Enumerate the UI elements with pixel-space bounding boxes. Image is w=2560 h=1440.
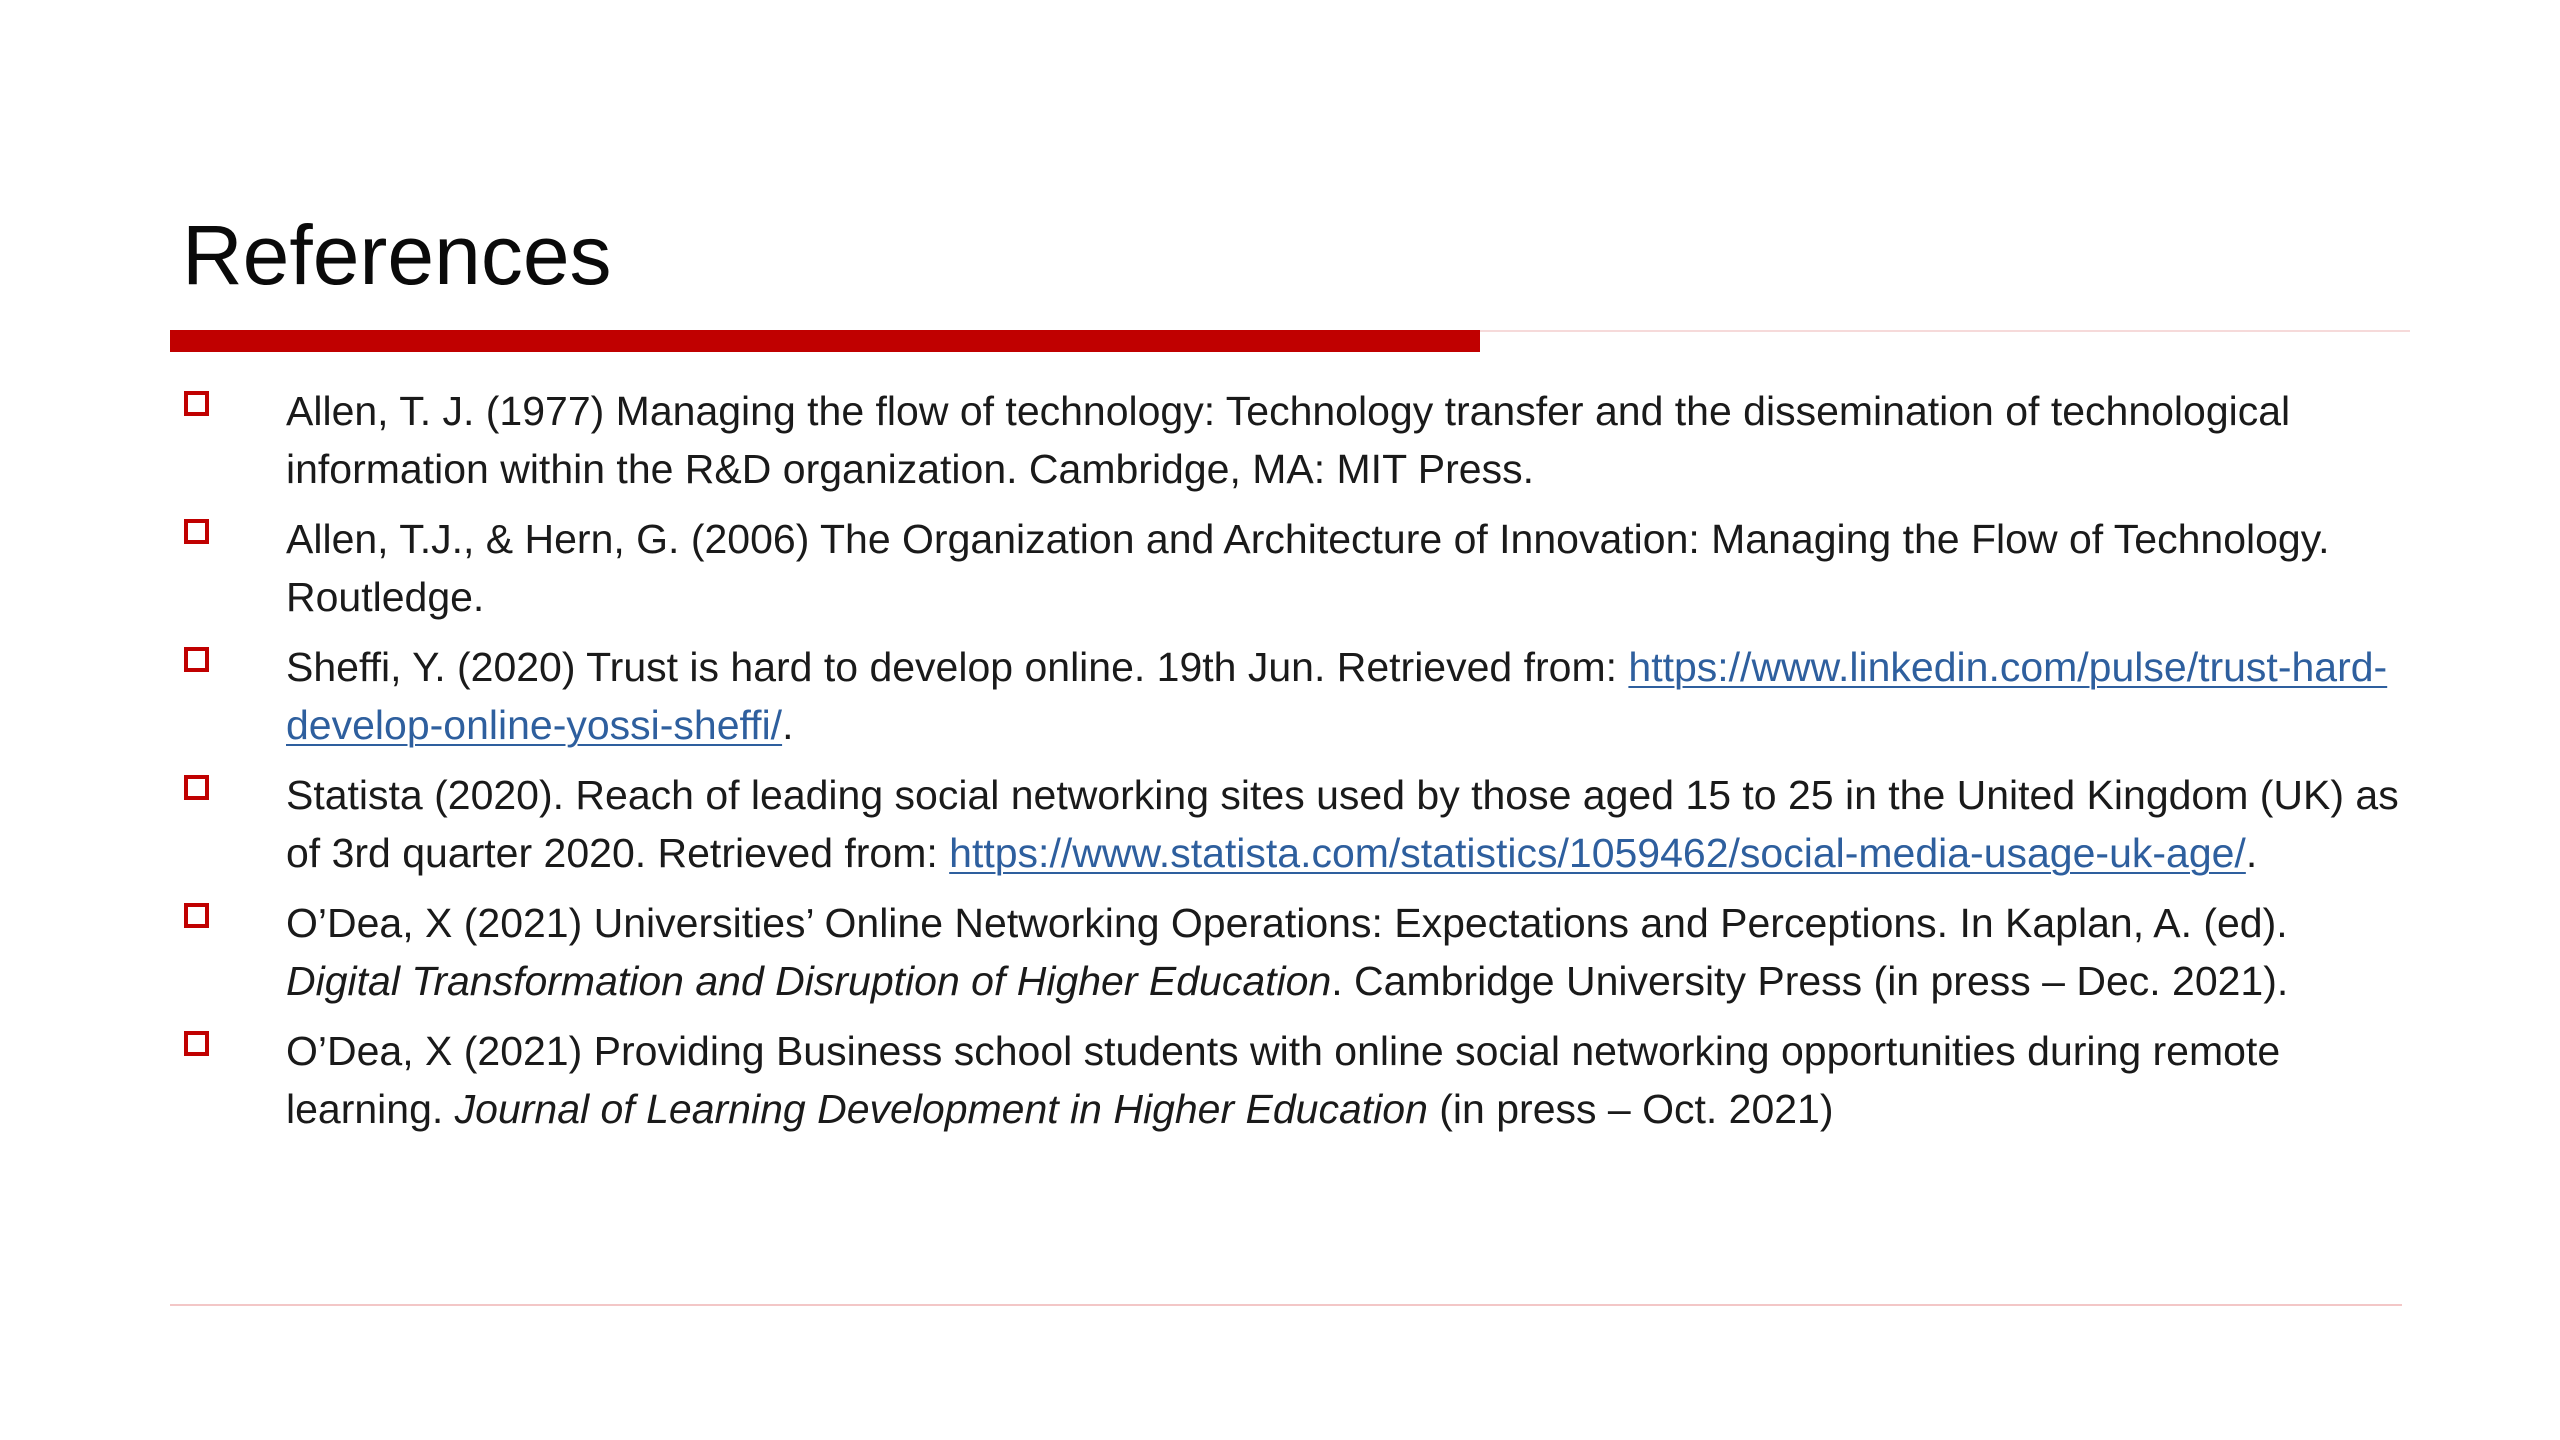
reference-text: Allen, T. J. (1977) Managing the flow of technology: Technology transfer and the dissemination of technological information within the R&D organization. Cambridge, MA: MIT Press.: [286, 388, 2291, 492]
reference-list: [182, 382, 2400, 1150]
reference-text-end: . Cambridge University Press (in press – Dec. 2021).: [1331, 958, 2289, 1004]
reference-text: Allen, T.J., & Hern, G. (2006) The Organization and Architecture of Innovation: Managing the Flow of Technology. Routledge.: [286, 516, 2330, 620]
reference-item: [182, 894, 2400, 1010]
title-accent-bar: [170, 330, 1480, 352]
reference-item: [182, 766, 2400, 882]
reference-text: O’Dea, X (2021) Universities’ Online Networking Operations: Expectations and Perceptions. In Kaplan, A. (ed).: [286, 900, 2288, 946]
hollow-square-bullet-icon: [184, 903, 209, 928]
reference-link[interactable]: https://www.statista.com/statistics/1059462/social-media-usage-uk-age/: [949, 830, 2246, 876]
page-title: References: [182, 208, 612, 302]
hollow-square-bullet-icon: [184, 775, 209, 800]
hollow-square-bullet-icon: [184, 1031, 209, 1056]
hollow-square-bullet-icon: [184, 647, 209, 672]
reference-item: [182, 382, 2400, 498]
reference-text-end: .: [2245, 830, 2258, 876]
hollow-square-bullet-icon: [184, 519, 209, 544]
reference-italic-title: Journal of Learning Development in Higher Education: [454, 1086, 1428, 1132]
footer-divider: [170, 1304, 2402, 1306]
reference-link[interactable]: https://www.linkedin.com/pulse/trust-hard-develop-online-yossi-sheffi/: [286, 644, 2388, 748]
reference-italic-title: Digital Transformation and Disruption of Higher Education: [286, 958, 1332, 1004]
reference-text-end: .: [782, 702, 794, 748]
reference-text: O’Dea, X (2021) Providing Business school students with online social networking opportunities during remote learning.: [286, 1028, 2281, 1132]
reference-item: [182, 1022, 2400, 1138]
reference-item: [182, 510, 2400, 626]
hollow-square-bullet-icon: [184, 391, 209, 416]
reference-item: [182, 638, 2400, 754]
reference-text-end: (in press – Oct. 2021): [1427, 1086, 1834, 1132]
reference-text: Sheffi, Y. (2020) Trust is hard to develop online. 19th Jun. Retrieved from:: [286, 644, 1629, 690]
reference-text: Statista (2020). Reach of leading social networking sites used by those aged 15 to 25 in the United Kingdom (UK) as of 3rd quarter 2020. Retrieved from:: [286, 772, 2399, 876]
title-divider: [1480, 330, 2410, 332]
